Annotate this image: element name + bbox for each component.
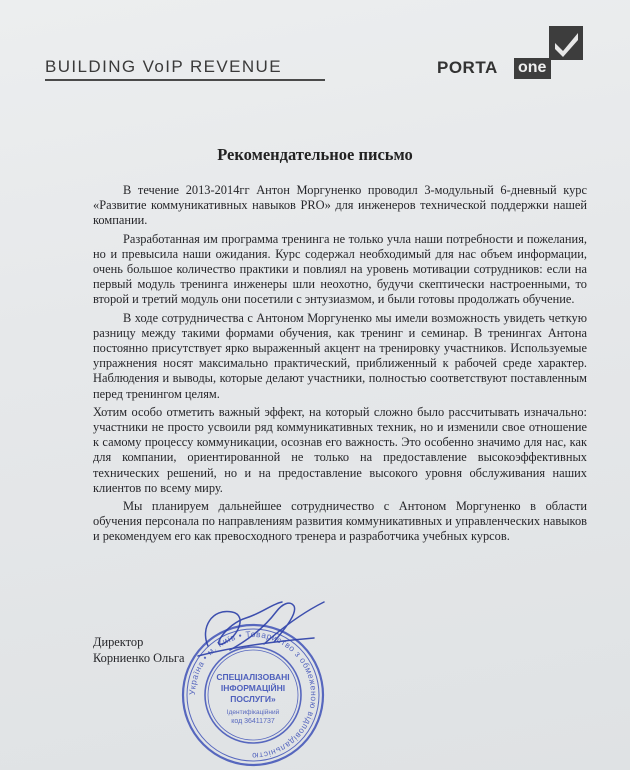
letter-body bbox=[93, 183, 587, 548]
signer-position: Директор bbox=[93, 635, 144, 649]
stamp-line-2: ІНФОРМАЦІЙНІ bbox=[220, 683, 286, 693]
paragraph-5: Мы планируем дальнейшее сотрудничество с Антоном Моргуненко в области обучения персонала по направлениям развития коммуникативных и управленческих навыков и рекомендуем его как превосходного тренера и разработчика учебных курсов. bbox=[93, 499, 587, 544]
signer-name: Корниенко Ольга bbox=[93, 651, 185, 665]
paragraph-4: Хотим особо отметить важный эффект, на который сложно было рассчитывать изначально: участники не просто усвоили ряд коммуникативных техник, но и изменили свое отношение к самому процессу коммуникации, осознав его важность. Это особенно значимо для нас, как для компании, ориентированной не только на предоставление высокоэффективных технических решений, но и на предоставление высокого уровня обслуживания наших клиентов по всему миру. bbox=[93, 404, 587, 495]
logo-text-porta: PORTA bbox=[437, 58, 498, 77]
handwritten-signature bbox=[178, 598, 338, 668]
signature-block bbox=[93, 634, 184, 666]
paragraph-3: В ходе сотрудничества с Антоном Моргуненко мы имели возможность увидеть четкую разницу между такими формами обучения, как тренинг и семинар. В тренингах Антона постоянно присутствует ярко выраженный акцент на тренировку участников. Используемые упражнения носят максимально практический, приближенный к рабочей среде характер. Наблюдения и выводы, которые делают участники, полностью соответствуют поставленным перед тренингом целям. bbox=[93, 310, 587, 401]
letterhead bbox=[45, 54, 585, 82]
letterhead-rule bbox=[45, 79, 325, 81]
letter-title: Рекомендательное письмо bbox=[217, 145, 413, 164]
letterhead-tagline: BUILDING VoIP REVENUE bbox=[45, 57, 282, 76]
paragraph-1: В течение 2013-2014гг Антон Моргуненко проводил 3-модульный 6-дневный курс «Развитие коммуникативных навыков PRO» для инженеров технической поддержки нашей компании. bbox=[93, 183, 587, 228]
stamp-outer-text: Україна • м. Київ • Товариство з обмеженою відповідальністю bbox=[186, 628, 320, 762]
stamp-line-1: СПЕЦІАЛІЗОВАНІ bbox=[216, 672, 290, 682]
paragraph-2: Разработанная им программа тренинга не только учла наши потребности и пожелания, но и превысила наши ожидания. Курс содержал необходимый для нас объем информации, очень большое количество практики и повлиял на уровень мотивации сотрудников: если на первый модуль тренинга инженеры шли неохотно, будучи скептически настроенными, то второй и третий модуль они посетили с энтузиазмом, и были готовы продолжать обучение. bbox=[93, 231, 587, 307]
logo-text-one: one bbox=[514, 58, 551, 79]
stamp-code: код 36411737 bbox=[231, 718, 275, 725]
stamp-code-label: Ідентифікаційний bbox=[226, 709, 280, 716]
stamp-line-3: ПОСЛУГИ» bbox=[230, 694, 276, 704]
logo-check-icon bbox=[549, 26, 583, 60]
